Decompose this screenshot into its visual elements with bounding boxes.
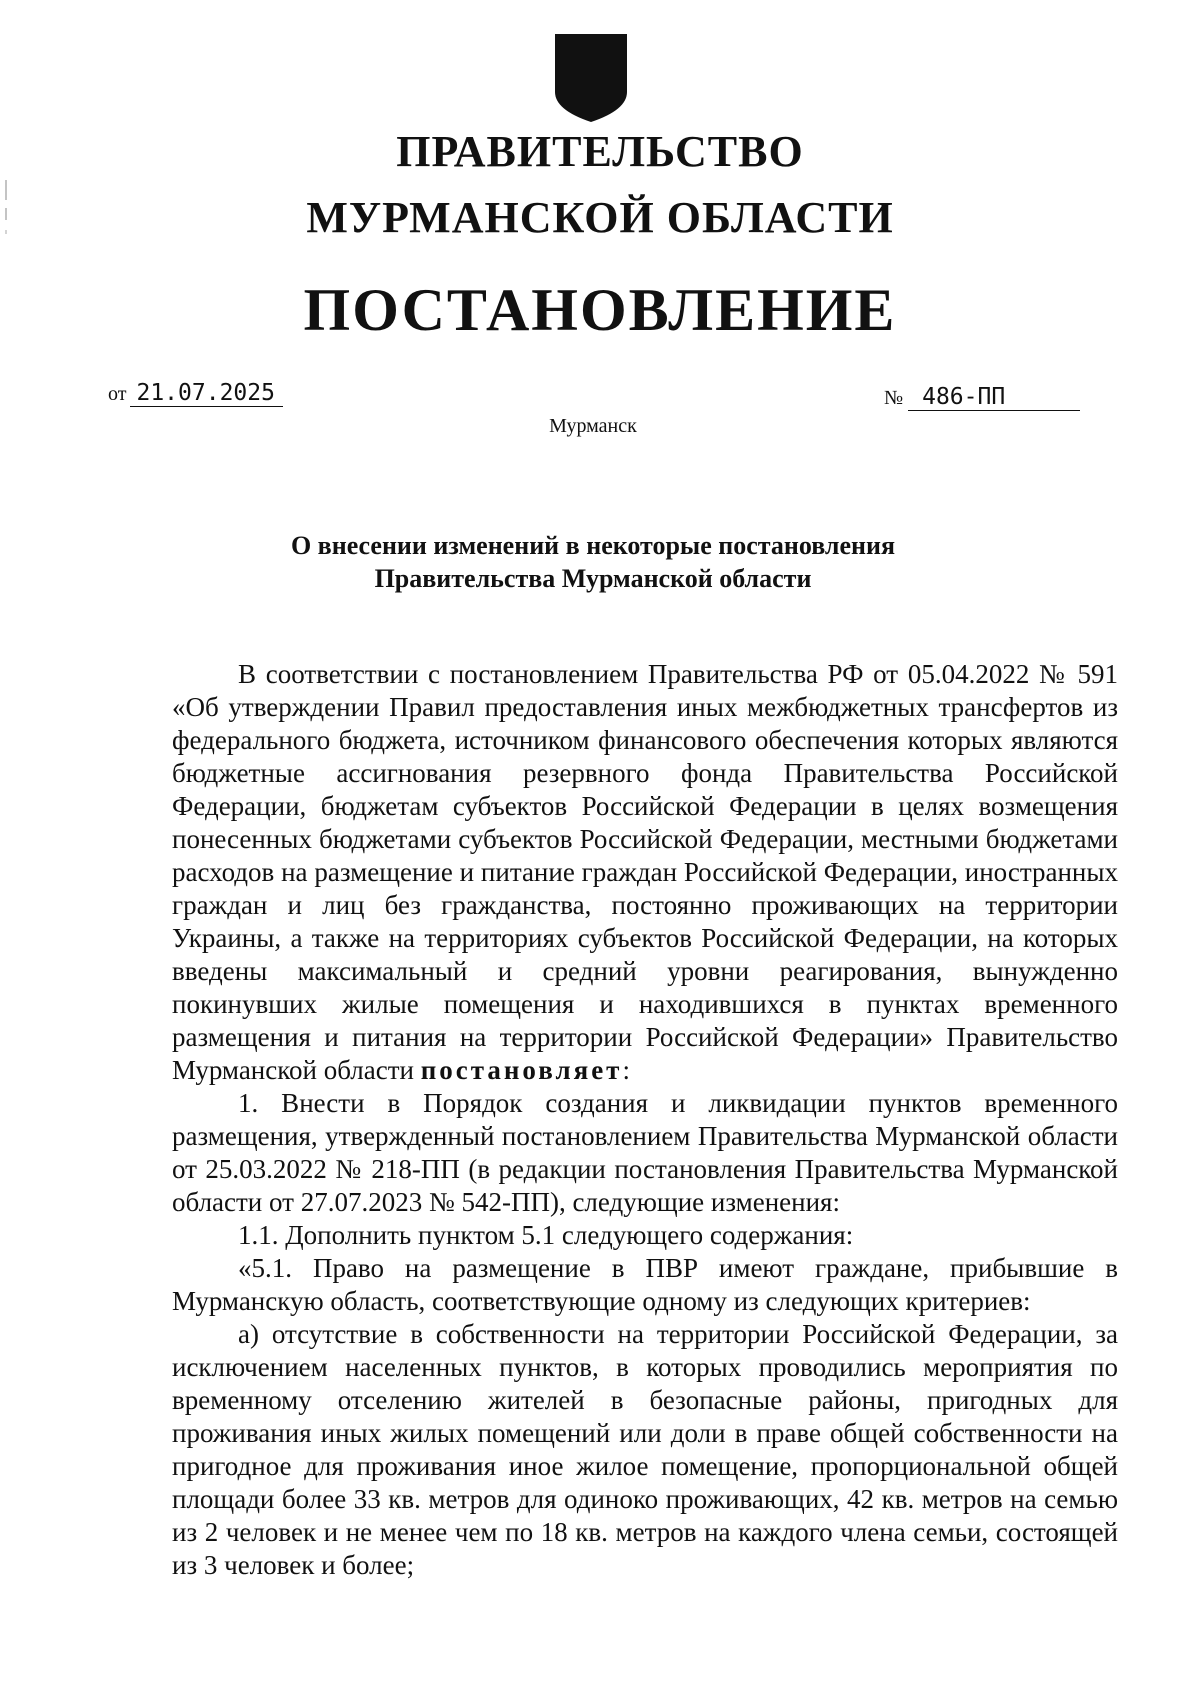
paragraph-item-1-1: 1.1. Дополнить пунктом 5.1 следующего содержания: bbox=[238, 1220, 854, 1250]
resolves-emphasis: постановляет bbox=[420, 1055, 623, 1085]
paragraph-criterion-a: а) отсутствие в собственности на территории Российской Федерации, за исключением населенных пунктов, в которых проводились мероприятия по временному отселению жителей в безопасные районы, пригодных для проживания иных жилых помещений или доли в праве общей собственности на пригодное для проживания иное жилое помещение, пропорциональной общей площади более 33 кв. метров для одиноко проживающих, 42 кв. метров на семью из 2 человек и не менее чем по 18 кв. метров на каждого члена семьи, состоящей из 3 человек и более; bbox=[172, 1319, 1118, 1580]
document-title bbox=[0, 529, 1186, 595]
document-body bbox=[172, 658, 1118, 1582]
number-value: 486-ПП bbox=[908, 384, 1080, 411]
date-value: 21.07.2025 bbox=[130, 380, 282, 407]
paragraph-item-1: 1. Внести в Порядок создания и ликвидации пунктов временного размещения, утвержденный постановлением Правительства Мурманской области от 25.03.2022 № 218-ПП (в редакции постановления Правительства Мурманской области от 27.07.2023 № 542-ПП), следующие изменения: bbox=[172, 1088, 1118, 1217]
city-name: Мурманск bbox=[549, 415, 637, 437]
org-name-line2: МУРМАНСКОЙ ОБЛАСТИ bbox=[306, 193, 894, 242]
coat-of-arms-icon bbox=[553, 34, 629, 122]
paragraph-item-5-1: «5.1. Право на размещение в ПВР имеют граждане, прибывшие в Мурманскую область, соответствующие одному из следующих критериев: bbox=[172, 1253, 1118, 1316]
title-line2: Правительства Мурманской области bbox=[374, 564, 812, 593]
org-name-line1: ПРАВИТЕЛЬСТВО bbox=[396, 127, 804, 176]
preamble-end: : bbox=[622, 1055, 630, 1085]
paragraph-preamble bbox=[172, 658, 1118, 1087]
number-label: № bbox=[884, 387, 904, 409]
preamble-text: В соответствии с постановлением Правительства РФ от 05.04.2022 № 591 «Об утверждении Правил предоставления иных межбюджетных трансфертов из федерального бюджета, источником финансового обеспечения которых являются бюджетные ассигнования резервного фонда Правительства Российской Федерации, бюджетам субъектов Российской Федерации в целях возмещения понесенных бюджетами субъектов Российской Федерации, местными бюджетами расходов на размещение и питание граждан Российской Федерации, иностранных граждан и лиц без гражданства, постоянно проживающих на территории Украины, а также на территориях субъектов Российской Федерации, на которых введены максимальный и средний уровни реагирования, вынужденно покинувших жилые помещения и находившихся в пунктах временного размещения и питания на территории Российской Федерации» Правительство Мурманской области bbox=[172, 659, 1118, 1085]
title-line1: О внесении изменений в некоторые постановления bbox=[290, 531, 896, 560]
date-label: от bbox=[108, 383, 127, 405]
date-row bbox=[108, 380, 283, 407]
document-type: ПОСТАНОВЛЕНИЕ bbox=[303, 277, 897, 343]
number-row bbox=[884, 384, 1080, 411]
